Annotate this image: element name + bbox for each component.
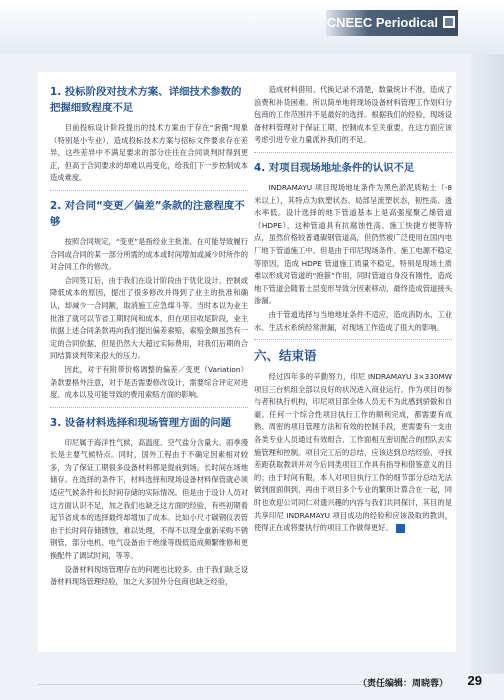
body-paragraph: 合同签订后，由于我们在设计阶段由于优化设计、控制或降低成本的原因，提出了很多修改并得到了业主的批准和确认，却减少一合同额，取消施工应急煤斗等。当时本以为业主批准了就可以节省工期时间和成本，但在项目收尾阶段，业主依据上述合同条款再向我们提出偏差索赔，索赔金额虽然有一定的合同依据，但是仍然大大超过实际费用，对我们后期的合同结算谈判带来很大的压力。 xyxy=(50,275,248,361)
body-paragraph: 因此，对于有附带价格调整的偏差／变更（Variation）条款要格外注意，对于是否需要修改设计，需要综合评定对进度、成本以及可能导致的费用索赔方面的影响。 xyxy=(50,364,248,400)
section-heading: 4. 对项目现场地址条件的认识不足 xyxy=(254,161,415,174)
section-divider xyxy=(254,152,452,153)
body-paragraph: 目前投标设计阶段提出的技术方案由于存在“套搬”现象（特别是小专业），造成投标技术方案与招标文件要求存在差异，这些差异中不满足要求的部分往往在合同谈判时得到更正，但高于合同要求的却难以再变化，给我们下一步控制成本造成难度。 xyxy=(50,123,248,183)
header-band xyxy=(0,0,504,54)
right-margin-strip xyxy=(470,54,504,674)
left-column xyxy=(50,84,248,590)
body-paragraph: 印尼属于海洋性气候，高温度、空气盐分含量大、雨季漫长是主要气候特点。同时，国外工程由于不确定因素相对较多，为了保证工期很多设备材料都是提前到场，长时间在场地储存。在选择的条件下，材料选择和现场设备材料保管就必须适应气候条件和长时间存储的实际情况。但是由于设计人员对这方面认识不足，加之我们也缺乏这方面的经验，有些初期看起节省成本的选择最终却增加了成本。比如小尺寸碳钢仪表管由于长时间存储锈蚀，难以处理，不得不以现金重新采购不锈钢管，部分电机、电气设备由于绝缘等级低造成频繁维修和更换配件了调试时间，等等。 xyxy=(50,437,248,561)
page-footer xyxy=(0,674,504,700)
periodical-title: CNEEC Periodical xyxy=(326,15,438,30)
editor-credit: （责任编辑：周晓蓉） xyxy=(357,679,448,689)
section-heading: 1. 投标阶段对技术方案、详细技术参数的把握细致程度不足 xyxy=(50,86,242,114)
section-divider xyxy=(50,190,248,191)
body-paragraph: 造成材料借用、代换记录不清楚，数量统计不准，造成了浪费和补货困难。所以简单地将现场设备材料管理工作划归分包商的工作范围并不是最好的选择。根据我们的经验，现场设备材料管理对于保证工期、控制成本至关重要，在这方面应该考虑引进专业力量派补我们的不足。 xyxy=(254,85,452,145)
section-heading: 六、结束语 xyxy=(254,348,317,364)
body-paragraph: 设备材料现场管理存在的问题也比较多。由于我们缺乏设备材料现场管理经验，加之大多国外分包商也缺乏经验， xyxy=(50,564,248,587)
end-mark-icon xyxy=(396,524,405,533)
periodical-label xyxy=(326,10,458,36)
body-paragraph: INDRAMAYU 项目现场地址条件为黑色淤泥质粘土（-8米以上），其特点为软塑状态、局部呈流塑状态，韧性高、透水率低。设计选择的地下管道基本上是高强度聚乙烯管道（HDPE），这种管道具有抗腐蚀性高、施工快捷方便等特点，虽然价格较普通碳钢管道高，但仍然被广泛使用在国内电厂地下管道施工中。但是由于印尼现场条件、施工电源不稳定等原因，造成 HDPE 管道施工质量不稳定，特别是现场土质难以形成对管道的“抱箍”作用，同时管道自身没有刚性，造成地下管道会随着土层变形导致分因素移动，最终造成管道接头渗漏。 xyxy=(254,182,452,306)
footer-rule xyxy=(38,684,386,685)
section-divider xyxy=(254,339,452,340)
section-heading: 3. 设备材料选择和现场管理方面的问题 xyxy=(50,416,232,429)
square-logo-icon xyxy=(443,16,455,28)
section-divider xyxy=(50,407,248,408)
right-column xyxy=(254,84,452,536)
section-heading: 2. 对合同“变更／偏差”条款的注意程度不够 xyxy=(50,199,245,228)
body-paragraph: 经过四年多的辛勤努力，印尼 INDRAMAYU 3×330MW 项目三台机组全部以良好的状况进入商业运行。作为项目的参与者和执行机构，印尼项目部全体人员无不为此感到骄傲和自豪。任何一个综合性项目执行工作的顺利完成，都需要有成熟、周密的项目管理方法和有效的控制手段，更需要有一支由各类专业人员通过有效组合、工作面相互密切配合的团队去实施管理和控制。项目完工后的总结，应该达到总结经验、寻找差距获取教训并对今后同类项目工作具有指导和借鉴意义的目的；由于时间有限，本人对项目执行工作的细节部分总结无法做到面面俱到，再由于项目多个专业的繁琐计算合在一起，同时也欢迎公司同仁对遗兴趣的内容与我们共同探讨，其目的是共享印尼 INDRAMAYU 项目成功的经验和应该汲取的教训，使得正在或将要执行的项目工作做得更好。 xyxy=(254,372,452,533)
body-paragraph: 按照合同规定，“变更”是指经业主批准、在可能导致履行合同或合同的某一部分所需的成本或时间增加或减少时所作的对合同工作的修改。 xyxy=(50,236,248,272)
article-page xyxy=(38,72,456,652)
page-number: 29 xyxy=(467,673,482,688)
body-paragraph: 由于管道选择与当地地址条件不适应，造成消防水、工业水、生活水系统经常泄漏，对现场工作造成了很大的影响。 xyxy=(254,309,452,332)
